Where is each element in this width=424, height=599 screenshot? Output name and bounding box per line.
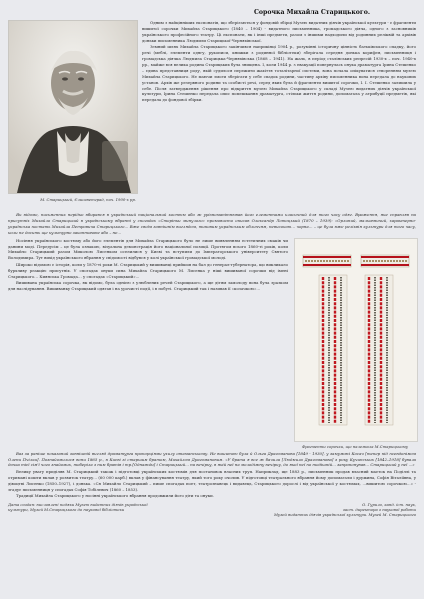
author-role: заст. директора з наукової роботи [342, 507, 416, 513]
portrait-caption: М. Старицький, Єлисаветград, поч. 1900-х рр. [40, 197, 136, 202]
paragraph: Земний шлях Михайла Старицького закінчився наприкінці 1904 р., розумінні історичну цінність батьківського спадку, його речі (меблі, елементи одягу, рукописи, книжки з родинної бібліотеки) зберігала середня донька корифея, письменниця і громадська діячка Людмила Старицька-Черняхівська (1868 – 1941). На жаль, в період сталінських репресій 1930-х – поч. 1940-х рр., майже вся велика родина Старицьких була знищена. І, коли 1944 р. з евакуації повернулась онука драматурга Ірина Стешенко – єдина представниця роду, якій судилося пережити жахіття тоталітарної системи, вона почала опікуватися створенням музею Михайла Старицького. Не маючи змоги зберігати у себе спадок родини, частину архіву письменника вона передала до наукових установ. Архів же резервного родини та особисті речі, серед яких була й фрагменти вишитої сорочки, І. І. Стешенко залишила у себе. Після затвердження рішення про відкриття музею Михайла Старицького у складі Музею видатних діячів української культури, Ірина Стешенко передала опис помешкання драматурга, стільки життя родини, допомагала у атрибуції предметів, які передала до фондової збірки. [142, 44, 416, 103]
paragraph: Велику увагу приділяв М. Старицький також і підготовці українських костюмів для постановок власних труп. Наприклад, ще 1883 р., письменник продав власний маєток на Поділлі та отримані кошти вклав у розвиток театру... (60 000 карб.) вклав у фінансування театру, який того року очолив. У підготовці театрального вбрання йому допомагали і дружина, Софія Віталіївна, у дівоцтві Лисенко (1850–1927), і донька. «Ся Михайло Старицький – пише спогадах поет, театрознавець і видавець, Старицького дорослі і від української у костюмах, ...вишитою сорочкою...» - згадує письменниця у спогадах Софія Тобілевич (1860 – 1853). [8, 468, 416, 492]
portrait-illustration [9, 21, 137, 193]
author-signature [246, 502, 416, 517]
footer [8, 502, 416, 517]
paragraph: Ваз за раніше показаний зовнішній вигляд драматурга пропорціями ухилу отаманському. Не вишитою була й Ольга Драгоманова [1849 - 1930], у замужжі Косач [тепер під псевдонімом Олени Пчілки]. Познайомилися вони 1865 р., в Києві зі старшим братом, Михайлом Драгомановим. «У брата я все ж бачила [Людмила Драгоманова] з року Кучинських [1842–1918] бувала дочка тієї сім'ї чого знайомих, тоберіла з ним братів і тр.[Однажди] і Старицький... на вечірку, в якій неї на молодіжну вечірку, до якої неї по тодішній... запропонував... Старицький у неї ...» [8, 450, 416, 468]
middle-section [8, 238, 416, 449]
footer-note: Дата создан: висловлені подяки Музею видатних діячів української культури, Музей М.Старицького до наукової бібліотеки [8, 502, 148, 513]
middle-text [8, 238, 288, 449]
paragraph: Одним з найцінніших експонатів, що зберігаються у фондовій збірці Музею видатних діячів української культури - є фрагменти вишитої сорочки Михайла Старицького (1840 – 1904) - видатного письменника, громадського діяча, одного з засновників українського професійного театру. Ці експонати, як і інші предмети, разом з іншими надходили від родинних реліквій та архівів доньки письменника Людмили Старицької-Черняхівської. [142, 20, 416, 43]
bottom-text [8, 451, 416, 499]
full-width-text [8, 212, 416, 236]
author-organization: Музей видатних діячів української культури. Музей М. Старицького [274, 512, 416, 518]
embroidery-figure [294, 238, 416, 449]
paragraph: Носіння українського костюму або його елементів для Михайла Старицького було не лише виявленням естетичних смаків чи данини моді. Передусім – це була ознакою, візуальна демонстрація його національної позиції. Протягом всього 1860-ті років, коли Михайло Старицький разом Миколою Лисенком оселилися у Києві та вступили до Імператорського університету Святого Володимира. Тут вихід українського вбрання у свідомості відбувся у колі української громадської молоді. [8, 237, 288, 261]
portrait-figure [8, 20, 136, 210]
paragraph: Як відомо, письменник нерідко вбирався в український національний костюм або ж урізноманітнював його елементами класичний для того часу одяг. Враження, яке справляв на присутніх Михайло Старицький в українському вбранні у спогадах «Сторінки минулого» промовисто описав Олександр Лотоцький (1870 – 1939): «Орлиний, мальовничий, характерно-українська постать Михайла Петровича Старицького… Вже своїм зовнішнім виглядом, типовим українським обличчям, невисокою… чорна… – це була вже реліквія культури для того часу, коли не досить ще культурно законтоване або – не… [8, 212, 416, 235]
embroidery-illustration [295, 239, 417, 441]
document-title: Сорочка Михайла Старицького. [253, 9, 371, 16]
portrait-photo [8, 20, 138, 194]
author-name: О. Гурило, канд. іст. наук, [362, 502, 416, 508]
embroidery-image [294, 238, 418, 442]
paragraph: Вишивана українська сорочка, як відомо, була однією з улюблених речей Старицького, а ще дітям замолоду вона була зразком для наслідування. Вишиванку Старицький одягав і на урочисті події, і в побуті. Старицький так і називав її «козачкою»… [8, 280, 288, 292]
intro-text [142, 20, 416, 210]
top-section [8, 20, 416, 210]
paragraph: Традиції Михайла Старицького у носінні українського вбрання продовжили його діти та онуки. [16, 493, 214, 499]
embroidery-caption: Фрагменти сорочки, що належала М.Старицькому [301, 443, 409, 449]
paragraph: Широко відомою є історія, коли у 1870-ті роки М. Старицький у вишиванці прийшов на бал до генерал-губернатора, що викликало бурхливу реакцію присутніх. У спогадах онуки сина Михайла Старицького М. Лисенка у ніші вишиваної сорочки від імені Старицького… Киянська Громада… у спогадах «Старицький»... [8, 261, 288, 279]
